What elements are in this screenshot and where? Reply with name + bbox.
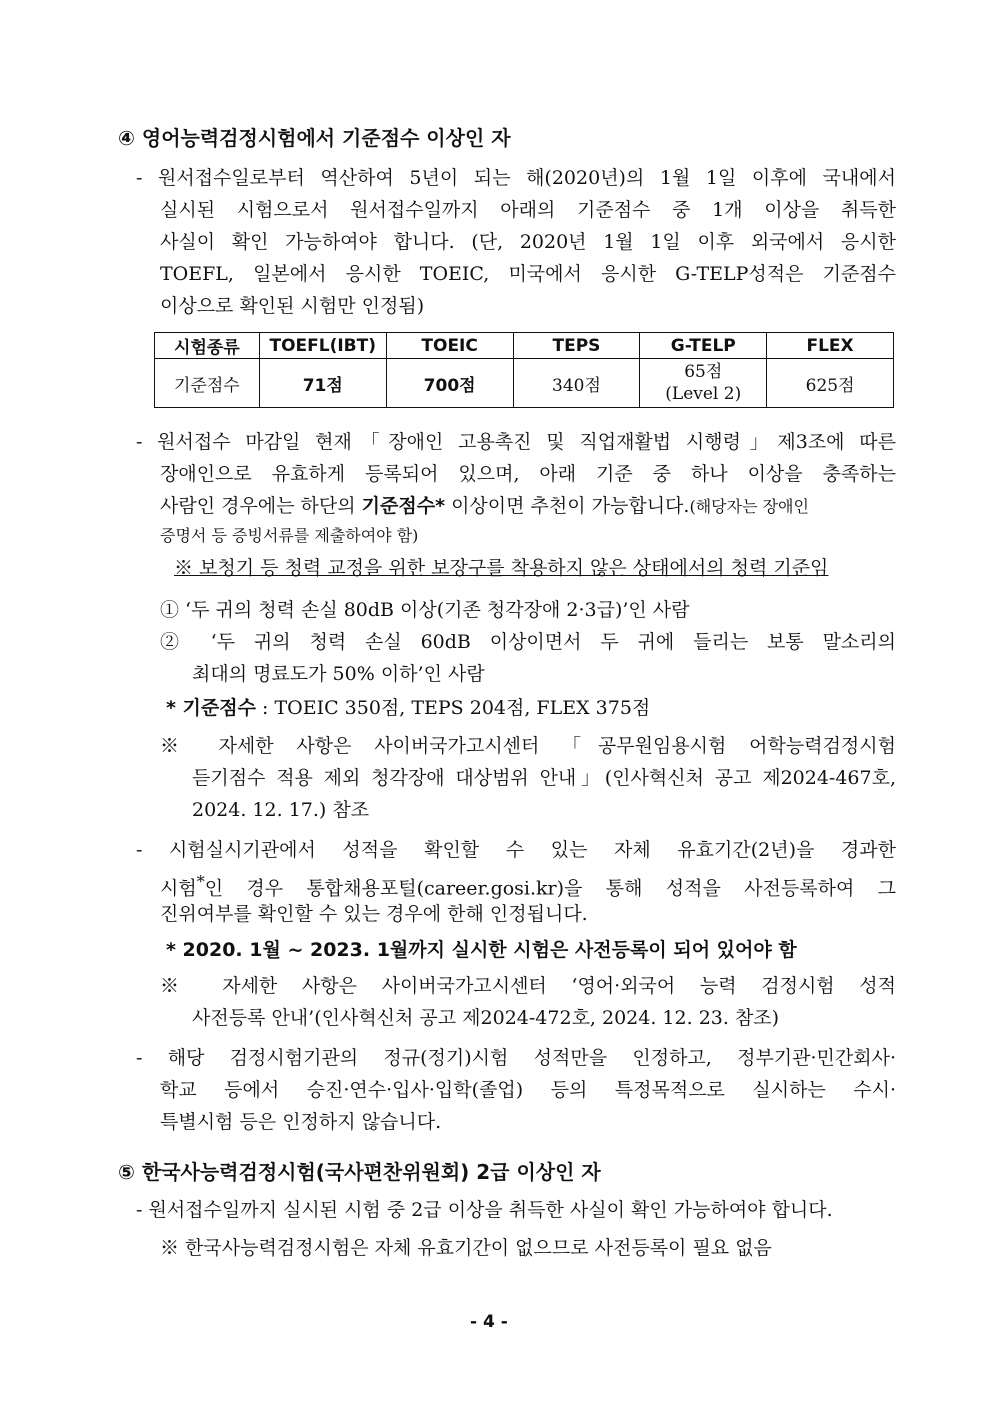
prereg-detail-line2: 사전등록 안내’(인사혁신처 공고 제2024-472호, 2024. 12. 23. 참조) — [192, 1007, 780, 1029]
table-header-cell: G-TELP — [640, 333, 767, 359]
s4-bullet1-line1: - 원서접수일로부터 역산하여 5년이 되는 해(2020년)의 1월 1일 이후에 국내에서 — [136, 167, 896, 189]
page-number: - 4 - — [470, 1312, 508, 1332]
score-table — [154, 332, 894, 408]
s4-bullet4-line3: 특별시험 등은 인정하지 않습니다. — [160, 1111, 442, 1133]
criteria-1: ① ‘두 귀의 청력 손실 80dB 이상(기존 청각장애 2·3급)’인 사람 — [160, 599, 690, 621]
score-table-header-row — [155, 333, 894, 359]
s4-bullet2-line3-pre: 사람인 경우에는 하단의 — [160, 495, 362, 517]
criteria-2-line2: 최대의 명료도가 50% 이하’인 사람 — [192, 663, 485, 685]
s4-bullet2-line1: - 원서접수 마감일 현재「장애인 고용촉진 및 직업재활법 시행령」제3조에 따른 — [136, 431, 896, 453]
s4-bullet4-line2: 학교 등에서 승진·연수·입사·입학(졸업) 등의 특정목적으로 실시하는 수시· — [160, 1079, 896, 1101]
table-header-cell: TEPS — [513, 333, 640, 359]
s4-bullet2-line3 — [160, 490, 809, 523]
hearing-standard-note: ※ 보청기 등 청력 교정을 위한 보장구를 착용하지 않은 상태에서의 청력 기준임 — [174, 557, 829, 579]
gtelp-score-cell — [640, 359, 767, 408]
toeic-score: 700점 — [386, 359, 513, 408]
std-score-values: : TOEIC 350점, TEPS 204점, FLEX 375점 — [255, 697, 651, 719]
s4-bullet1-line5: 이상으로 확인된 시험만 인정됨) — [160, 295, 425, 317]
s4-bullet4-line1: - 해당 검정시험기관의 정규(정기)시험 성적만을 인정하고, 정부기관·민간회사· — [136, 1047, 896, 1069]
s4-bullet3-line2-post: 인 경우 통합채용포털(career.gosi.kr)을 통해 성적을 사전등록하여 그 — [204, 877, 896, 900]
s5-note: ※ 한국사능력검정시험은 자체 유효기간이 없으므로 사전등록이 필요 없음 — [160, 1237, 772, 1259]
std-score-label: * 기준점수 — [166, 697, 256, 719]
std-score-line — [166, 692, 650, 724]
s4-bullet2-line3-small: (해당자는 장애인 — [689, 497, 809, 516]
s4-bullet2-line3-post: 이상이면 추천이 가능합니다. — [445, 495, 690, 517]
s4-bullet3-line2-sup: * — [196, 872, 205, 891]
s4-bullet3-line1: - 시험실시기관에서 성적을 확인할 수 있는 자체 유효기간(2년)을 경과한 — [136, 839, 896, 861]
toefl-score: 71점 — [259, 359, 386, 408]
s4-bullet3-line3: 진위여부를 확인할 수 있는 경우에 한해 인정됩니다. — [160, 903, 588, 925]
s4-bullet1-line3: 사실이 확인 가능하여야 합니다. (단, 2020년 1월 1일 이후 외국에서 응시한 — [160, 231, 896, 253]
prereg-detail-line1: ※ 자세한 사항은 사이버국가고시센터 ‘영어·외국어 능력 검정시험 성적 — [160, 975, 896, 997]
teps-score: 340점 — [513, 359, 640, 408]
s4-bullet3-line2-pre: 시험 — [160, 877, 197, 900]
std-score-bold: 기준점수* — [361, 495, 446, 517]
s4-bullet2-line4: 증명서 등 증빙서류를 제출하여야 함) — [160, 526, 419, 545]
table-header-cell: 시험종류 — [155, 333, 260, 359]
s5-bullet1: - 원서접수일까지 실시된 시험 중 2급 이상을 취득한 사실이 확인 가능하여야 합니다. — [136, 1199, 833, 1221]
score-table-row — [155, 359, 894, 408]
s4-bullet2-line2: 장애인으로 유효하게 등록되어 있으며, 아래 기준 중 하나 이상을 충족하는 — [160, 463, 896, 485]
flex-score: 625점 — [767, 359, 894, 408]
gtelp-score: 65점 — [684, 362, 723, 382]
table-header-cell: FLEX — [767, 333, 894, 359]
criteria-2-line1: ② ‘두 귀의 청력 손실 60dB 이상이면서 두 귀에 들리는 보통 말소리의 — [160, 631, 896, 653]
detail-note-line3: 2024. 12. 17.) 참조 — [192, 799, 370, 821]
table-header-cell: TOEFL(IBT) — [259, 333, 386, 359]
s4-bullet1-line4: TOEFL, 일본에서 응시한 TOEIC, 미국에서 응시한 G-TELP성적은 기준점수 — [160, 263, 896, 285]
section-4-heading: ④ 영어능력검정시험에서 기준점수 이상인 자 — [118, 126, 511, 150]
detail-note-line1: ※ 자세한 사항은 사이버국가고시센터 「공무원임용시험 어학능력검정시험 — [160, 735, 896, 757]
section-5-heading: ⑤ 한국사능력검정시험(국사편찬위원회) 2급 이상인 자 — [118, 1160, 601, 1184]
table-header-cell: TOEIC — [386, 333, 513, 359]
gtelp-level: (Level 2) — [665, 384, 742, 404]
s4-bullet1-line2: 실시된 시험으로서 원서접수일까지 아래의 기준점수 중 1개 이상을 취득한 — [160, 199, 896, 221]
prereg-required-note: * 2020. 1월 ~ 2023. 1월까지 실시한 시험은 사전등록이 되어 있어야 함 — [166, 939, 797, 961]
detail-note-line2: 듣기점수 적용 제외 청각장애 대상범위 안내」(인사혁신처 공고 제2024-467호, — [192, 767, 896, 789]
table-row-label: 기준점수 — [155, 359, 260, 408]
